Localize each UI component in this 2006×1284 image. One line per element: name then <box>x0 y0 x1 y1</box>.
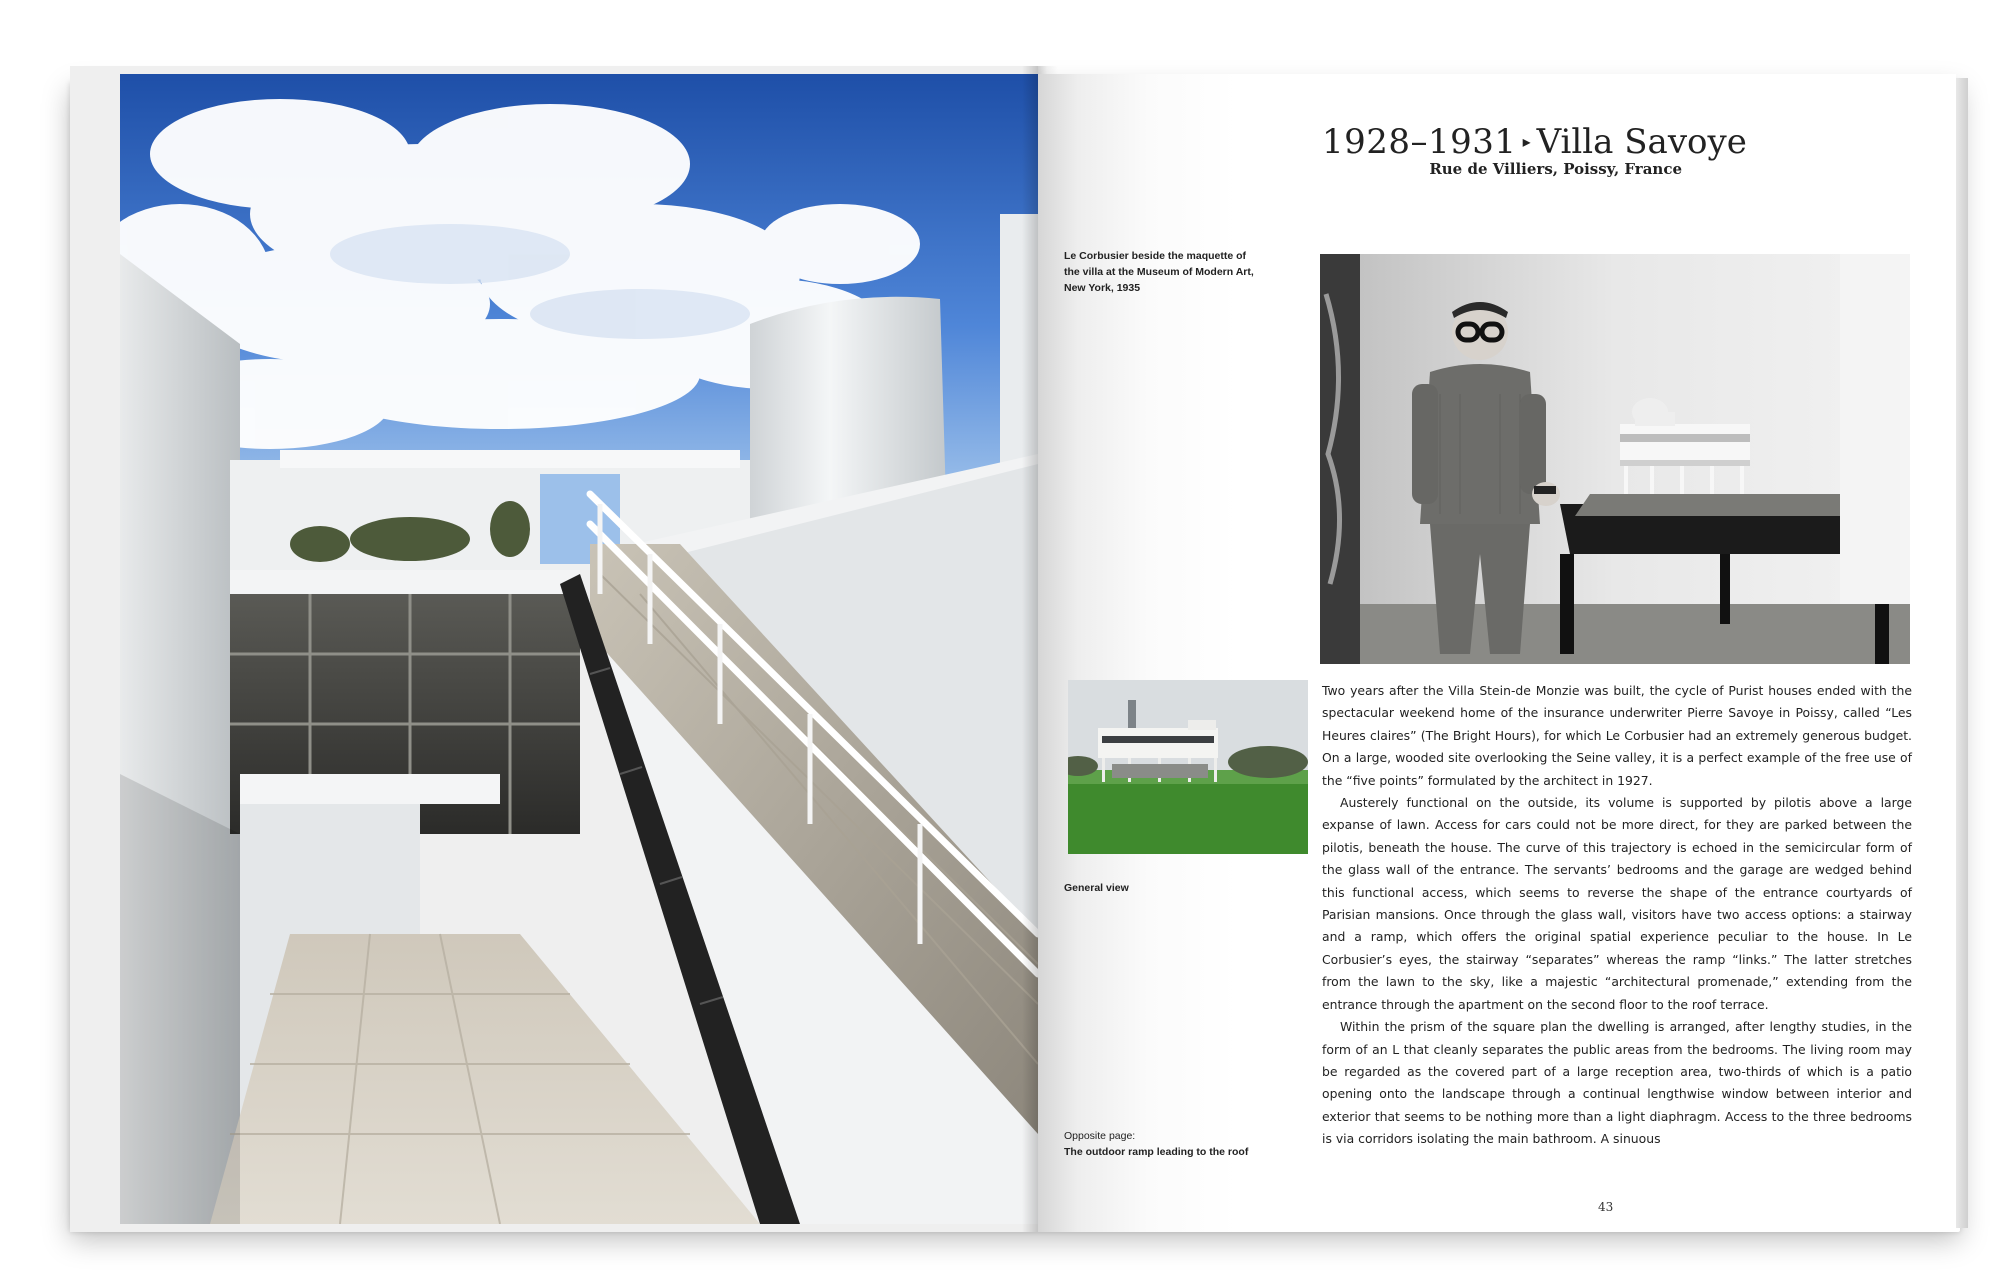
opposite-page-caption <box>1064 1128 1264 1160</box>
general-view-caption: General view <box>1064 882 1129 894</box>
heading-date: 1928–1931 <box>1322 122 1517 162</box>
ramp-photo <box>120 74 1038 1224</box>
general-view-illustration <box>1068 680 1308 854</box>
body-paragraph-2: Austerely functional on the outside, its volume is supported by pilotis above a large expanse of lawn. Access for cars could not be more direct, for they are parked between the pilotis, beneath the house. The curve of this trajectory is echoed in the semicircular form of the glass wall of the entrance. The servants’ bedrooms and the garage are wedged behind this functional access, which seems to reverse the shape of the entrance courtyards of Parisian mansions. Once through the glass wall, visitors have two access options: a stairway and a ramp, which offers the original spatial experience peculiar to the house. In Le Corbusier’s eyes, the stairway “separates” whereas the ramp “links.” The latter stretches from the lawn to the sky, like a majestic “architectural promenade,” extending from the entrance through the apartment on the second floor to the roof terrace. <box>1322 795 1912 1012</box>
heading-subtitle: Rue de Villiers, Poissy, France <box>1429 160 1682 178</box>
portrait-caption: Le Corbusier beside the maquette of the villa at the Museum of Modern Art, New York, 1935 <box>1064 250 1254 294</box>
body-paragraph-1: Two years after the Villa Stein-de Monzie was built, the cycle of Purist houses ended with the spectacular weekend home of the insurance underwriter Pierre Savoye in Poissy, called “Les Heures claires” (The Bright Hours), for which Le Corbusier had an extremely generous budget. On a large, wooded site overlooking the Seine valley, it is a perfect example of the free use of the “five points” formulated by the architect in 1927. <box>1322 683 1912 788</box>
opposite-page-label: Opposite page: <box>1064 1130 1136 1142</box>
right-page <box>1038 74 1956 1232</box>
left-page <box>70 66 1038 1232</box>
portrait-photo <box>1320 254 1910 664</box>
page-number: 43 <box>1598 1200 1614 1214</box>
body-text <box>1322 680 1912 1151</box>
opposite-page-text: The outdoor ramp leading to the roof <box>1064 1146 1249 1158</box>
page-heading <box>1322 122 1747 162</box>
ramp-photo-illustration <box>120 74 1038 1224</box>
portrait-photo-illustration <box>1320 254 1910 664</box>
page-edge <box>1956 78 1968 1228</box>
general-view-photo <box>1068 680 1308 854</box>
heading-separator: ▸ <box>1522 132 1531 151</box>
body-paragraph-3: Within the prism of the square plan the dwelling is arranged, after lengthy studies, in the form of an L that cleanly separates the public areas from the bedrooms. The living room may be regarded as the covered part of a large reception area, two-thirds of which is a patio opening onto the landscape through a continual lengthwise window between interior and exterior that seems to be nothing more than a light diaphragm. Access to the three bedrooms is via corridors isolating the main bathroom. A sinuous <box>1322 1019 1912 1147</box>
heading-title: Villa Savoye <box>1536 122 1747 162</box>
